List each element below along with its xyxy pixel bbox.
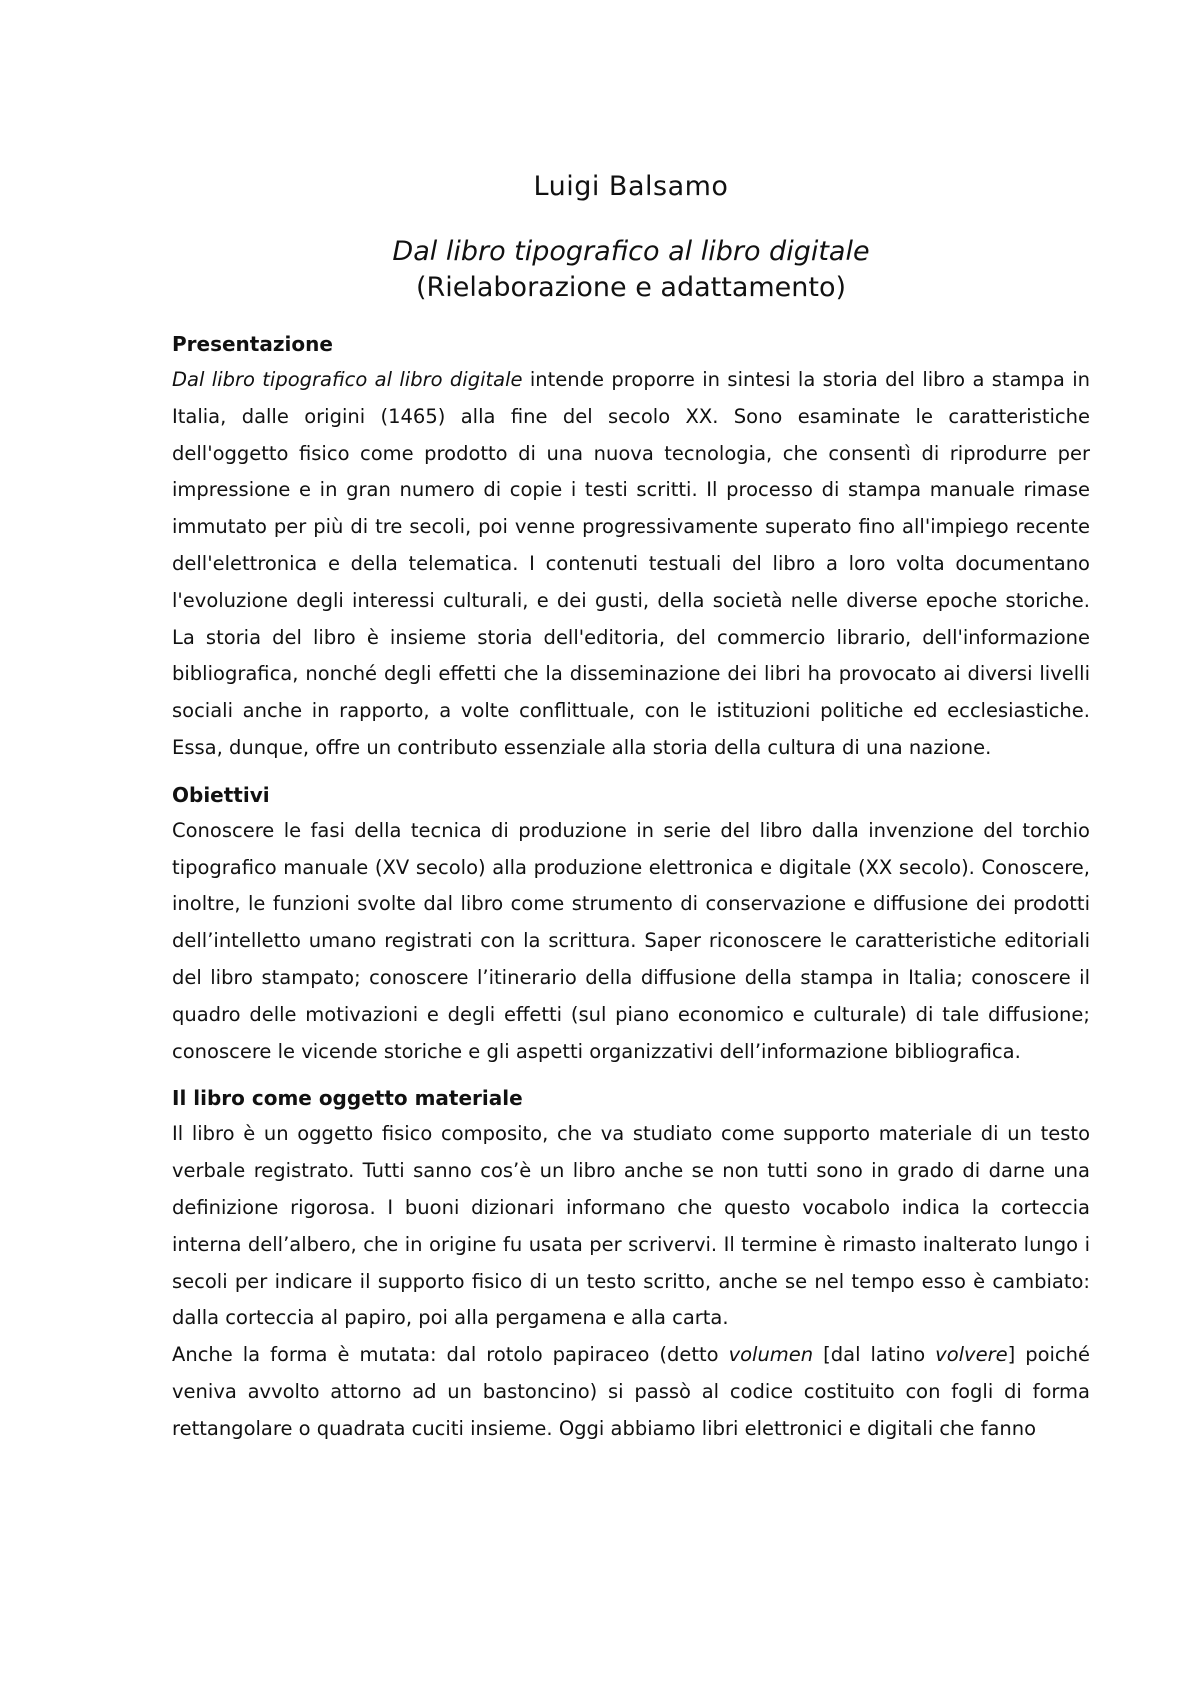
section-heading: Obiettivi <box>172 782 270 807</box>
italic-title-reference: Dal libro tipografico al libro digitale <box>172 368 523 391</box>
paragraph-text: [dal latino <box>813 1343 936 1367</box>
paragraph <box>172 1116 1090 1337</box>
paragraph-text: ] poiché veniva avvolto attorno ad un bastoncino) si passò al codice costituito con fogli di forma rettangolare o quadrata cuciti insieme. Oggi abbiamo libri elettronici e digitali che fanno <box>172 1343 1091 1440</box>
paragraph-text: Il libro è un oggetto fisico composito, che va studiato come supporto materiale di un testo verbale registrato. Tutti sanno cos’è un libro anche se non tutti sono in grado di darne una definizione rigorosa. I buoni dizionari informano che questo vocabolo indica la corteccia interna dell’albero, che in origine fu usata per scrivervi. Il termine è rimasto inalterato lungo i secoli per indicare il supporto fisico di un testo scritto, anche se nel tempo esso è cambiato: dalla corteccia al papiro, poi alla pergamena e alla carta. <box>172 1122 1090 1330</box>
paragraph <box>172 813 1090 1071</box>
section-heading: Il libro come oggetto materiale <box>172 1086 523 1111</box>
section-heading: Presentazione <box>172 332 333 356</box>
section-obiettivi <box>172 777 1090 1071</box>
paragraph-text: Anche la forma è mutata: dal rotolo papiraceo (detto <box>172 1343 729 1367</box>
paragraph-text: intende proporre in sintesi la storia del libro a stampa in Italia, dalle origini (1465) alla fine del secolo XX. Sono esaminate le caratteristiche dell'oggetto fisico come prodotto di una nuova tecnologia, che consentì di riprodurre per impressione e in gran numero di copie i testi scritti. Il processo di stampa manuale rimase immutato per più di tre secoli, poi venne progressivamente superato fino all'impiego recente dell'elettronica e della telematica. I contenuti testuali del libro a loro volta documentano l'evoluzione degli interessi culturali, e dei gusti, della società nelle diverse epoche storiche. La storia del libro è insieme storia dell'editoria, del commercio librario, dell'informazione bibliografica, nonché degli effetti che la disseminazione dei libri ha provocato ai diversi livelli sociali anche in rapporto, a volte conflittuale, con le istituzioni politiche ed ecclesiastiche. Essa, dunque, offre un contributo essenziale alla storia della cultura di una nazione. <box>172 368 1090 759</box>
italic-term: volvere <box>935 1343 1008 1367</box>
book-title: Dal libro tipografico al libro digitale <box>392 236 870 267</box>
section-presentazione <box>172 326 1090 767</box>
document-page <box>172 170 1090 1448</box>
section-libro-oggetto-materiale <box>172 1080 1090 1447</box>
paragraph <box>172 362 1090 767</box>
author-name: Luigi Balsamo <box>533 171 729 202</box>
italic-term: volumen <box>728 1343 814 1367</box>
paragraph <box>172 1337 1090 1447</box>
book-subtitle: (Rielaborazione e adattamento) <box>415 272 847 303</box>
paragraph-text: Conoscere le fasi della tecnica di produzione in serie del libro dalla invenzione del torchio tipografico manuale (XV secolo) alla produzione elettronica e digitale (XX secolo). Conoscere, inoltre, le funzioni svolte dal libro come strumento di conservazione e diffusione dei prodotti dell’intelletto umano registrati con la scrittura. Saper riconoscere le caratteristiche editoriali del libro stampato; conoscere l’itinerario della diffusione della stampa in Italia; conoscere il quadro delle motivazioni e degli effetti (sul piano economico e culturale) di tale diffusione; conoscere le vicende storiche e gli aspetti organizzativi dell’informazione bibliografica. <box>172 818 1090 1063</box>
